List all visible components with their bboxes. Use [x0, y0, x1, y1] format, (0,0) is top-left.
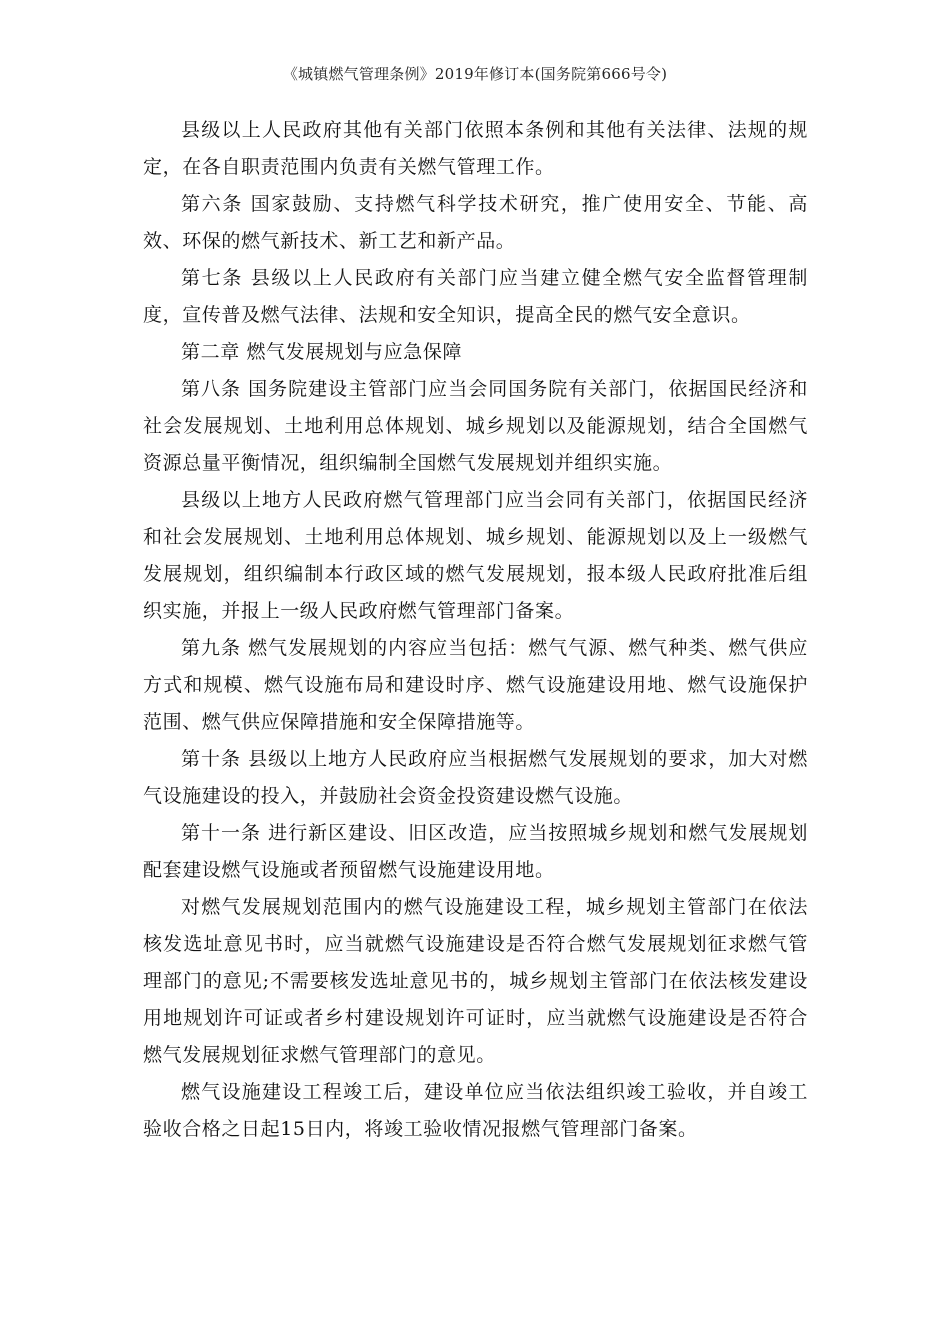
- paragraph-article-8-local: 县级以上地方人民政府燃气管理部门应当会同有关部门，依据国民经济和社会发展规划、土地利用总体规划、城乡规划、能源规划以及上一级燃气发展规划，组织编制本行政区域的燃气发展规划，报本级人民政府批准后组织实施，并报上一级人民政府燃气管理部门备案。: [143, 489, 808, 622]
- running-header: 《城镇燃气管理条例》2019年修订本(国务院第666号令): [282, 65, 668, 83]
- paragraph-article-11: 第十一条 进行新区建设、旧区改造，应当按照城乡规划和燃气发展规划配套建设燃气设施或者预留燃气设施建设用地。: [143, 822, 808, 881]
- paragraph-article-6: 第六条 国家鼓励、支持燃气科学技术研究，推广使用安全、节能、高效、环保的燃气新技术、新工艺和新产品。: [143, 193, 808, 252]
- paragraph-article-11-acceptance: 燃气设施建设工程竣工后，建设单位应当依法组织竣工验收，并自竣工验收合格之日起15日内，将竣工验收情况报燃气管理部门备案。: [143, 1081, 808, 1140]
- chapter-2-heading: 第二章 燃气发展规划与应急保障: [181, 341, 463, 363]
- paragraph-article-7: 第七条 县级以上人民政府有关部门应当建立健全燃气安全监督管理制度，宣传普及燃气法律、法规和安全知识，提高全民的燃气安全意识。: [143, 267, 808, 326]
- paragraph-article-11-review: 对燃气发展规划范围内的燃气设施建设工程，城乡规划主管部门在依法核发选址意见书时，应当就燃气设施建设是否符合燃气发展规划征求燃气管理部门的意见;不需要核发选址意见书的，城乡规划主管部门在依法核发建设用地规划许可证或者乡村建设规划许可证时，应当就燃气设施建设是否符合燃气发展规划征求燃气管理部门的意见。: [143, 896, 808, 1066]
- paragraph-dept-duties: 县级以上人民政府其他有关部门依照本条例和其他有关法律、法规的规定，在各自职责范围内负责有关燃气管理工作。: [143, 119, 808, 178]
- paragraph-article-9: 第九条 燃气发展规划的内容应当包括：燃气气源、燃气种类、燃气供应方式和规模、燃气设施布局和建设时序、燃气设施建设用地、燃气设施保护范围、燃气供应保障措施和安全保障措施等。: [143, 637, 808, 733]
- paragraph-article-10: 第十条 县级以上地方人民政府应当根据燃气发展规划的要求，加大对燃气设施建设的投入，并鼓励社会资金投资建设燃气设施。: [143, 748, 808, 807]
- paragraph-article-8: 第八条 国务院建设主管部门应当会同国务院有关部门，依据国民经济和社会发展规划、土地利用总体规划、城乡规划以及能源规划，结合全国燃气资源总量平衡情况，组织编制全国燃气发展规划并组织实施。: [143, 378, 808, 474]
- body-text: [143, 112, 808, 1148]
